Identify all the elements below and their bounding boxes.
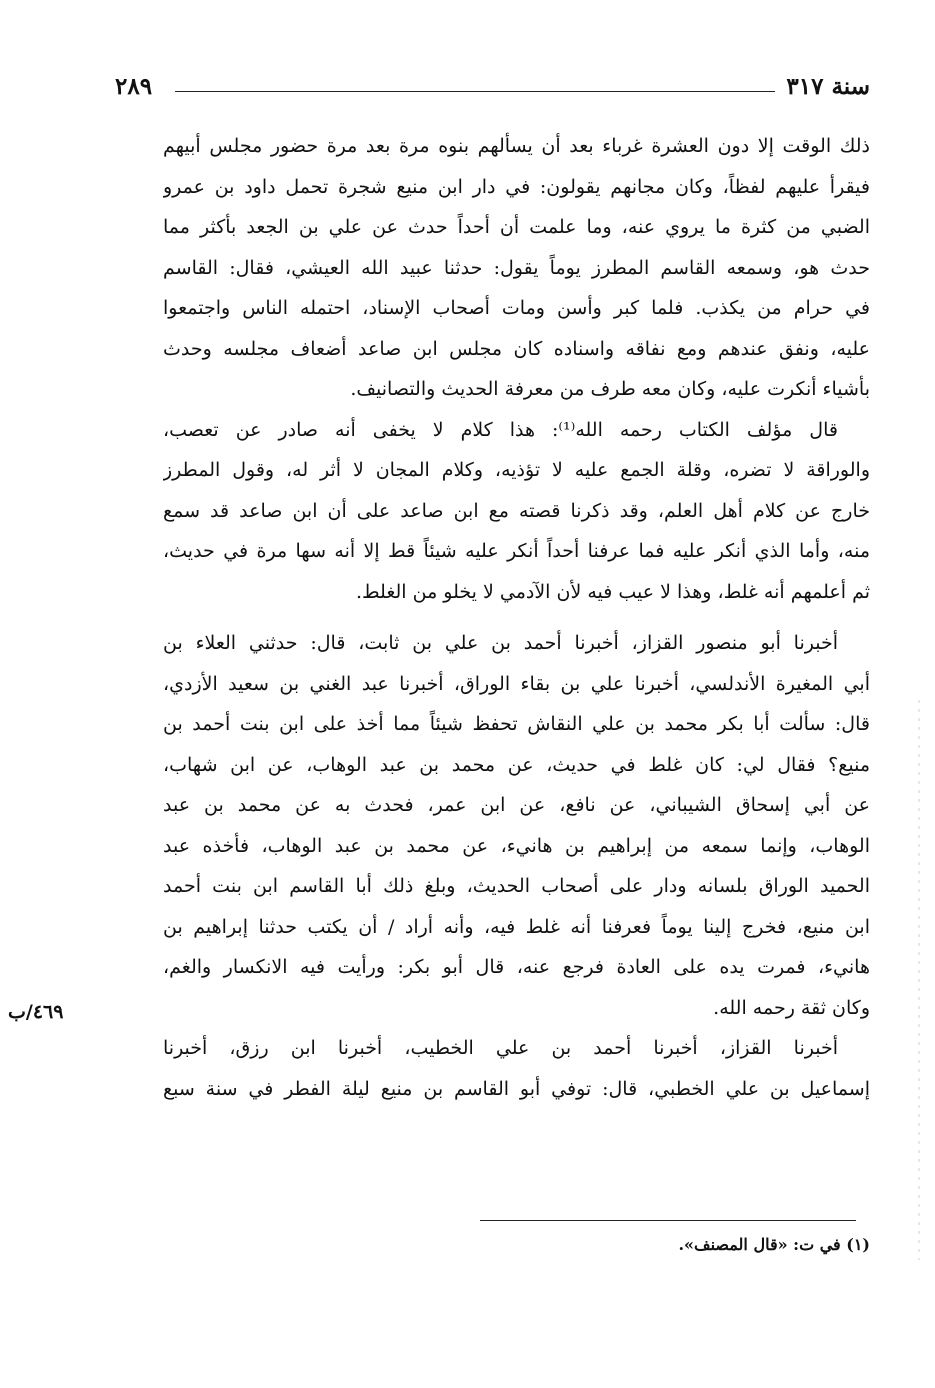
- text-line: قال مؤلف الكتاب رحمه الله⁽¹⁾: هذا كلام لا يخفى أنه صادر عن تعصب،: [163, 418, 838, 441]
- manuscript-folio-note: ٤٦٩/ب: [8, 1001, 64, 1023]
- text-line: الوهاب، وإنما سمعه من إبراهيم بن هانيء، عن محمد بن عبد الوهاب، فأخذه عبد: [163, 834, 870, 857]
- page-header: [115, 72, 870, 102]
- paragraph-gap: [163, 612, 870, 623]
- text-line: قال: سألت أبا بكر محمد بن علي النقاش تحفظ شيئاً مما أخذ على ابن بنت أحمد بن: [163, 713, 870, 735]
- year-heading: سنة ٣١٧: [786, 73, 870, 100]
- text-line: عليه، ونفق عندهم ومع نفاقه واسناده كان مجلس ابن صاعد أضعاف مجلسه وحدث: [163, 337, 870, 360]
- main-text: [163, 126, 870, 1109]
- text-line: في حرام من يكذب. فلما كبر وأسن ومات أصحاب الإسناد، احتمله الناس واجتمعوا: [163, 297, 870, 319]
- text-line: أخبرنا القزاز، أخبرنا أحمد بن علي الخطيب، أخبرنا ابن رزق، أخبرنا: [163, 1037, 838, 1059]
- text-line: الضبي من كثرة ما يروي عنه، وما علمت أن أحداً حدث عن علي بن الجعد بأكثر مما: [163, 216, 870, 238]
- text-line: إسماعيل بن علي الخطبي، قال: توفي أبو القاسم بن منيع ليلة الفطر في سنة سبع: [163, 1077, 870, 1100]
- text-line: ابن منيع، فخرج إلينا يوماً فعرفنا أنه غلط فيه، وأنه أراد / أن يكتب حدثنا إبراهيم بن: [163, 915, 870, 938]
- text-line: بأشياء أنكرت عليه، وكان معه طرف من معرفة الحديث والتصانيف.: [350, 378, 870, 400]
- text-line: والوراقة لا تضره، وقلة الجمع عليه لا تؤذيه، وكلام المجان لا أثر له، وقول المطرز: [163, 459, 870, 481]
- text-line: أبي المغيرة الأندلسي، أخبرنا علي بن بقاء الوراق، أخبرنا عبد الغني بن سعيد الأزدي،: [163, 672, 870, 695]
- footnote-rule: [480, 1220, 856, 1221]
- text-line: منه، وأما الذي أنكر عليه فما عرفنا أحداً أنكر عليه شيئاً قط إلا أنه سها مرة في حديث،: [163, 540, 870, 562]
- text-line: ثم أعلمهم أنه غلط، وهذا لا عيب فيه لأن الآدمي لا يخلو من الغلط.: [355, 580, 870, 603]
- text-line: هانيء، فمرت يده على العادة فرجع عنه، قال أبو بكر: ورأيت فيه الانكسار والغم،: [163, 956, 870, 978]
- scan-edge-mark: [918, 700, 920, 1260]
- text-line: أخبرنا أبو منصور القزاز، أخبرنا أحمد بن علي بن ثابت، قال: حدثني العلاء بن: [163, 632, 838, 654]
- footnote: (١) في ت: «قال المصنف».: [678, 1235, 870, 1254]
- text-line: ذلك الوقت إلا دون العشرة غرباء بعد أن يسألهم بنوه مرة بعد مرة حضور مجلس أبيهم: [163, 135, 870, 157]
- text-line: خارج عن كلام أهل العلم، وقد ذكرنا قصته مع ابن صاعد على أن ابن صاعد قد سمع: [163, 499, 870, 522]
- text-line: عن أبي إسحاق الشيباني، عن نافع، عن ابن عمر، فحدث به عن محمد بن عبد: [163, 794, 870, 816]
- header-rule: [175, 91, 775, 92]
- text-line: فيقرأ عليهم لفظاً، وكان مجانهم يقولون: في دار ابن منيع شجرة تحمل داود بن عمرو: [163, 175, 870, 198]
- text-line: منيع؟ فقال لي: كان غلط في حديث، عن محمد بن عبد الوهاب، عن ابن شهاب،: [163, 753, 870, 776]
- text-line: الحميد الوراق بلسانه ودار على أصحاب الحديث، وبلغ ذلك أبا القاسم ابن بنت أحمد: [163, 875, 870, 897]
- page-number: ٢٨٩: [115, 73, 153, 100]
- text-line: وكان ثقة رحمه الله.: [713, 996, 870, 1019]
- text-line: حدث هو، وسمعه القاسم المطرز يوماً يقول: حدثنا عبيد الله العيشي، فقال: القاسم: [163, 256, 870, 279]
